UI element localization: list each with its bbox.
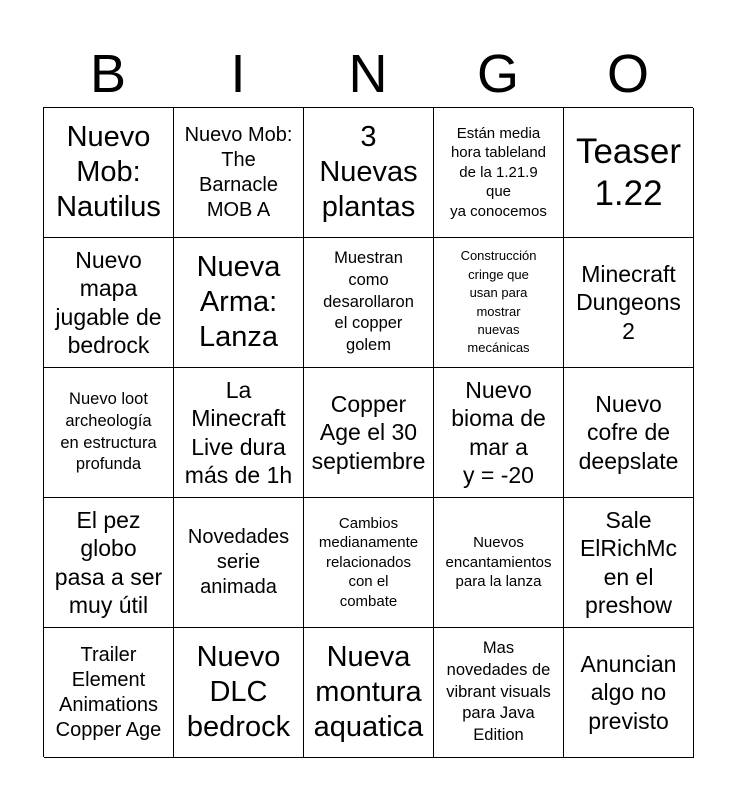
cell-text: Construcción cringe que usan para mostrar nuevas mecánicas bbox=[460, 248, 537, 356]
cell-text: Nuevo Mob: Nautilus bbox=[56, 121, 161, 223]
cell-text: La Minecraft Live dura más de 1h bbox=[184, 377, 293, 488]
header-letter-i: I bbox=[230, 44, 246, 104]
cell-text: Anuncian algo no previsto bbox=[580, 651, 677, 734]
cell-text: Copper Age el 30 septiembre bbox=[311, 391, 426, 474]
bingo-cell-r2-c3[interactable] bbox=[304, 238, 434, 368]
cell-text: Minecraft Dungeons 2 bbox=[576, 261, 681, 344]
cell-text: Nuevo loot archeología en estructura profunda bbox=[60, 389, 157, 474]
bingo-cell-r3-c2[interactable] bbox=[174, 368, 304, 498]
cell-text: Muestran como desarollaron el copper golem bbox=[323, 249, 414, 355]
header-letter-g: G bbox=[476, 44, 519, 104]
cell-text: Nueva Arma: Lanza bbox=[196, 251, 281, 353]
bingo-cell-r1-c2[interactable] bbox=[174, 108, 304, 238]
bingo-cell-r4-c1[interactable] bbox=[44, 498, 174, 628]
cell-text: Novedades serie animada bbox=[187, 526, 290, 598]
bingo-cell-r4-c4[interactable] bbox=[434, 498, 564, 628]
bingo-header bbox=[43, 40, 693, 108]
bingo-cell-r5-c3[interactable] bbox=[304, 628, 434, 758]
bingo-cell-r4-c3[interactable] bbox=[304, 498, 434, 628]
cell-text: Nueva montura aquatica bbox=[313, 641, 424, 743]
bingo-cell-r3-c1[interactable] bbox=[44, 368, 174, 498]
cell-text: Nuevo mapa jugable de bedrock bbox=[55, 247, 162, 358]
header-letter-b: B bbox=[89, 44, 127, 104]
cell-text: Nuevo bioma de mar a y = -20 bbox=[451, 377, 546, 488]
cell-text: Teaser 1.22 bbox=[575, 131, 682, 213]
bingo-cell-r5-c5[interactable] bbox=[564, 628, 694, 758]
cell-text: 3 Nuevas plantas bbox=[319, 121, 418, 223]
bingo-cell-r2-c4[interactable] bbox=[434, 238, 564, 368]
cell-text: Cambios medianamente relacionados con el combate bbox=[318, 514, 419, 610]
cell-text: Sale ElRichMc en el preshow bbox=[579, 507, 678, 618]
bingo-cell-r1-c4[interactable] bbox=[434, 108, 564, 238]
cell-text: Nuevos encantamientos para la lanza bbox=[445, 534, 552, 591]
bingo-cell-r5-c4[interactable] bbox=[434, 628, 564, 758]
header-letter-n: N bbox=[348, 44, 388, 104]
cell-text: El pez globo pasa a ser muy útil bbox=[54, 507, 163, 618]
bingo-cell-r3-c3[interactable] bbox=[304, 368, 434, 498]
bingo-cell-r4-c2[interactable] bbox=[174, 498, 304, 628]
bingo-cell-r3-c4[interactable] bbox=[434, 368, 564, 498]
cell-text: Trailer Element Animations Copper Age bbox=[55, 643, 162, 741]
bingo-cell-r2-c1[interactable] bbox=[44, 238, 174, 368]
bingo-cell-r3-c5[interactable] bbox=[564, 368, 694, 498]
cell-text: Mas novedades de vibrant visuals para Java Edition bbox=[446, 639, 551, 745]
header-letter-o: O bbox=[606, 44, 649, 104]
bingo-cell-r2-c5[interactable] bbox=[564, 238, 694, 368]
bingo-cell-r2-c2[interactable] bbox=[174, 238, 304, 368]
bingo-cell-r1-c3[interactable] bbox=[304, 108, 434, 238]
bingo-card-grid bbox=[43, 107, 693, 757]
bingo-cell-r4-c5[interactable] bbox=[564, 498, 694, 628]
cell-text: Nuevo Mob: The Barnacle MOB A bbox=[184, 123, 293, 221]
cell-text: Están media hora tableland de la 1.21.9 que ya conocemos bbox=[450, 124, 547, 220]
bingo-cell-r5-c1[interactable] bbox=[44, 628, 174, 758]
bingo-cell-r1-c5[interactable] bbox=[564, 108, 694, 238]
cell-text: Nuevo DLC bedrock bbox=[186, 641, 291, 743]
bingo-cell-r5-c2[interactable] bbox=[174, 628, 304, 758]
bingo-cell-r1-c1[interactable] bbox=[44, 108, 174, 238]
cell-text: Nuevo cofre de deepslate bbox=[578, 391, 679, 474]
